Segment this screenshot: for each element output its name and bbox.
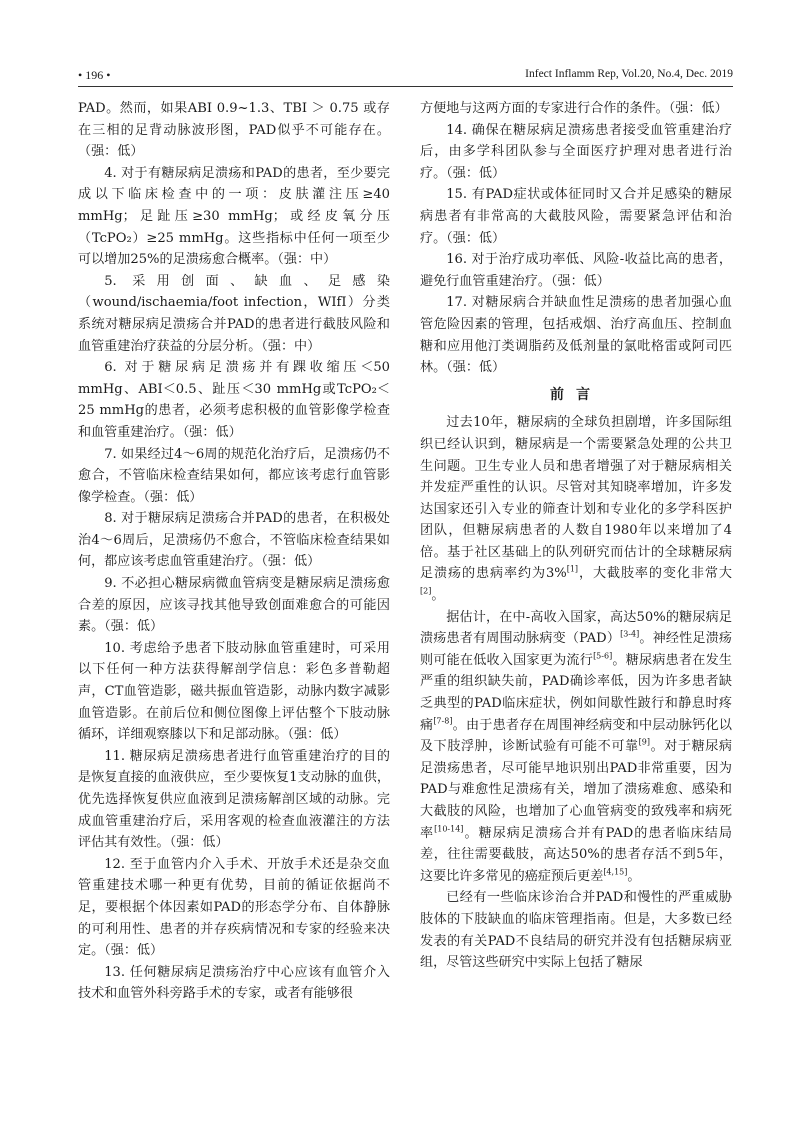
intro-text: 。糖尿病足溃疡合并有PAD的患者临床结局差，往往需要截肢，高达50%的患者存活不到5年，这要比许多常见的癌症预后更差: [420, 825, 733, 884]
intro-text: 过去10年，糖尿病的全球负担剧增，许多国际组织已经认识到，糖尿病是一个需要紧急处理的公共卫生问题。卫生专业人员和患者增强了对于糖尿病相关并发症严重性的认识。尽管对其知晓率增加，许多发达国家还引入专业的筛查计划和专业化的多学科医护团队，但糖尿病患者的人数自1980年以来增加了4倍。基于社区基础上的队列研究而估计的全球糖尿病足溃疡的患病率约为3%: [420, 415, 732, 582]
page-number: • 196 •: [78, 68, 111, 82]
recommendation-paragraph: 10. 考虑给予患者下肢动脉血管重建时，可采用以下任何一种方法获得解剖学信息：彩色多普勒超声，CT血管造影，磁共振血管造影，动脉内数字减影血管造影。在前后位和侧位图像上评估整个下肢动脉循环，详细观察膝以下和足部动脉。（强：低）: [78, 640, 390, 743]
citation-ref: [5-6]: [593, 651, 613, 661]
recommendation-paragraph: 8. 对于糖尿病足溃疡合并PAD的患者，在积极处治4～6周后，足溃疡仍不愈合，不管临床检查结果如何，都应该考虑血管重建治疗。（强：低）: [78, 511, 390, 570]
recommendation-paragraph: 5. 采用创面、缺血、足感染（wound/ischaemia/foot infection，WIfI）分类系统对糖尿病足溃疡合并PAD的患者进行截肢风险和血管重建治疗获益的分层分析。（强：中）: [78, 273, 390, 354]
intro-text: 。: [431, 588, 445, 604]
recommendation-paragraph: 4. 对于有糖尿病足溃疡和PAD的患者，至少要完成以下临床检查中的一项：皮肤灌注压≥40 mmHg；足趾压≥30 mmHg；或经皮氧分压（TcPO₂）≥25 mmHg。这些指标中任何一项至少可以增加25%的足溃疡愈合概率。（强：中）: [78, 165, 390, 268]
recommendation-paragraph: PAD。然而，如果ABI 0.9~1.3、TBI ＞ 0.75 或存在三相的足背动脉波形图，PAD似乎不可能存在。（强：低）: [78, 101, 390, 160]
intro-text: 。神经性足溃疡则可能在低收入国家更为流行: [420, 631, 733, 668]
citation-ref: [1]: [566, 565, 579, 575]
citation-ref: [9]: [638, 737, 651, 747]
citation-ref: [7-8]: [433, 716, 453, 726]
recommendation-paragraph: 12. 至于血管内介入手术、开放手术还是杂交血管重建技术哪一种更有优势，目前的循证依据尚不足，要根据个体因素如PAD的形态学分布、自体静脉的可利用性、患者的并存疾病情况和专家的经验来决定。（强：低）: [78, 856, 390, 959]
section-heading-introduction: 前言: [550, 386, 602, 403]
left-column: [78, 98, 390, 1005]
recommendation-paragraph: 方便地与这两方面的专家进行合作的条件。（强：低）: [420, 101, 728, 116]
recommendation-paragraph: 13. 任何糖尿病足溃疡治疗中心应该有血管介入技术和血管外科旁路手术的专家，或者有能够很: [78, 964, 390, 1002]
right-column: [420, 98, 732, 974]
intro-text: 。由于患者存在周围神经病变和中层动脉钙化以及下肢浮肿，诊断试验有可能不可靠: [420, 717, 732, 755]
intro-text: 。对于糖尿病足溃疡患者，尽可能早地识别出PAD非常重要，因为PAD与难愈性足溃疡有关，增加了溃疡难愈、感染和大截肢的风险，也增加了心血管病变的致残率和病死率: [420, 739, 733, 841]
page-header: [78, 66, 733, 87]
intro-text: 。糖尿病患者在发生严重的组织缺失前，PAD确诊率低，因为许多患者缺乏典型的PAD临床症状，例如间歇性跛行和静息时疼痛: [420, 652, 732, 733]
intro-text: 。: [627, 868, 641, 884]
intro-text: ，大截肢率的变化非常大: [578, 566, 732, 582]
recommendation-paragraph: 11. 糖尿病足溃疡患者进行血管重建治疗的目的是恢复直接的血液供应，至少要恢复1支动脉的血供，优先选择恢复供应血液到足溃疡解剖区域的动脉。完成血管重建治疗后，采用客观的检查血液灌注的方法评估其有效性。（强：低）: [78, 748, 390, 851]
citation-ref: [10-14]: [434, 824, 464, 834]
journal-citation: Infect Inflamm Rep, Vol.20, No.4, Dec. 2019: [525, 68, 733, 80]
intro-paragraph-2: [420, 607, 732, 888]
intro-paragraph-3: 已经有一些临床诊治合并PAD和慢性的严重威胁肢体的下肢缺血的临床管理指南。但是，大多数已经发表的有关PAD不良结局的研究并没有包括糖尿病亚组，尽管这些研究中实际上包括了糖尿: [420, 890, 732, 971]
citation-ref: [2]: [420, 586, 432, 596]
intro-paragraph-1: [420, 412, 732, 606]
recommendation-paragraph: 14. 确保在糖尿病足溃疡患者接受血管重建治疗后，由多学科团队参与全面医疗护理对患者进行治疗。（强：低）: [420, 122, 732, 181]
recommendation-paragraph: 7. 如果经过4～6周的规范化治疗后，足溃疡仍不愈合，不管临床检查结果如何，都应该考虑行血管影像学检查。（强：低）: [78, 446, 390, 505]
citation-ref: [3-4]: [620, 629, 640, 639]
recommendation-paragraph: 17. 对糖尿病合并缺血性足溃疡的患者加强心血管危险因素的管理，包括戒烟、治疗高血压、控制血糖和应用他汀类调脂药及低剂量的氯吡格雷或阿司匹林。（强：低）: [420, 295, 732, 376]
recommendation-paragraph: 9. 不必担心糖尿病微血管病变是糖尿病足溃疡愈合差的原因，应该寻找其他导致创面难愈合的可能因素。（强：低）: [78, 576, 390, 635]
recommendation-paragraph: 16. 对于治疗成功率低、风险-收益比高的患者，避免行血管重建治疗。（强：低）: [420, 252, 732, 289]
citation-ref: [4,15]: [603, 867, 628, 877]
recommendation-paragraph: 15. 有PAD症状或体征同时又合并足感染的糖尿病患者有非常高的大截肢风险，需要紧急评估和治疗。（强：低）: [420, 187, 732, 246]
intro-text: 据估计，在中-高收入国家，高达50%的糖尿病足溃疡患者有周围动脉病变（PAD）: [420, 609, 732, 647]
recommendation-paragraph: 6. 对于糖尿病足溃疡并有踝收缩压＜50 mmHg、ABI＜0.5、趾压＜30 mmHg或TcPO₂＜25 mmHg的患者，必须考虑积极的血管影像学检查和血管重建治疗。（强：低）: [78, 360, 390, 440]
